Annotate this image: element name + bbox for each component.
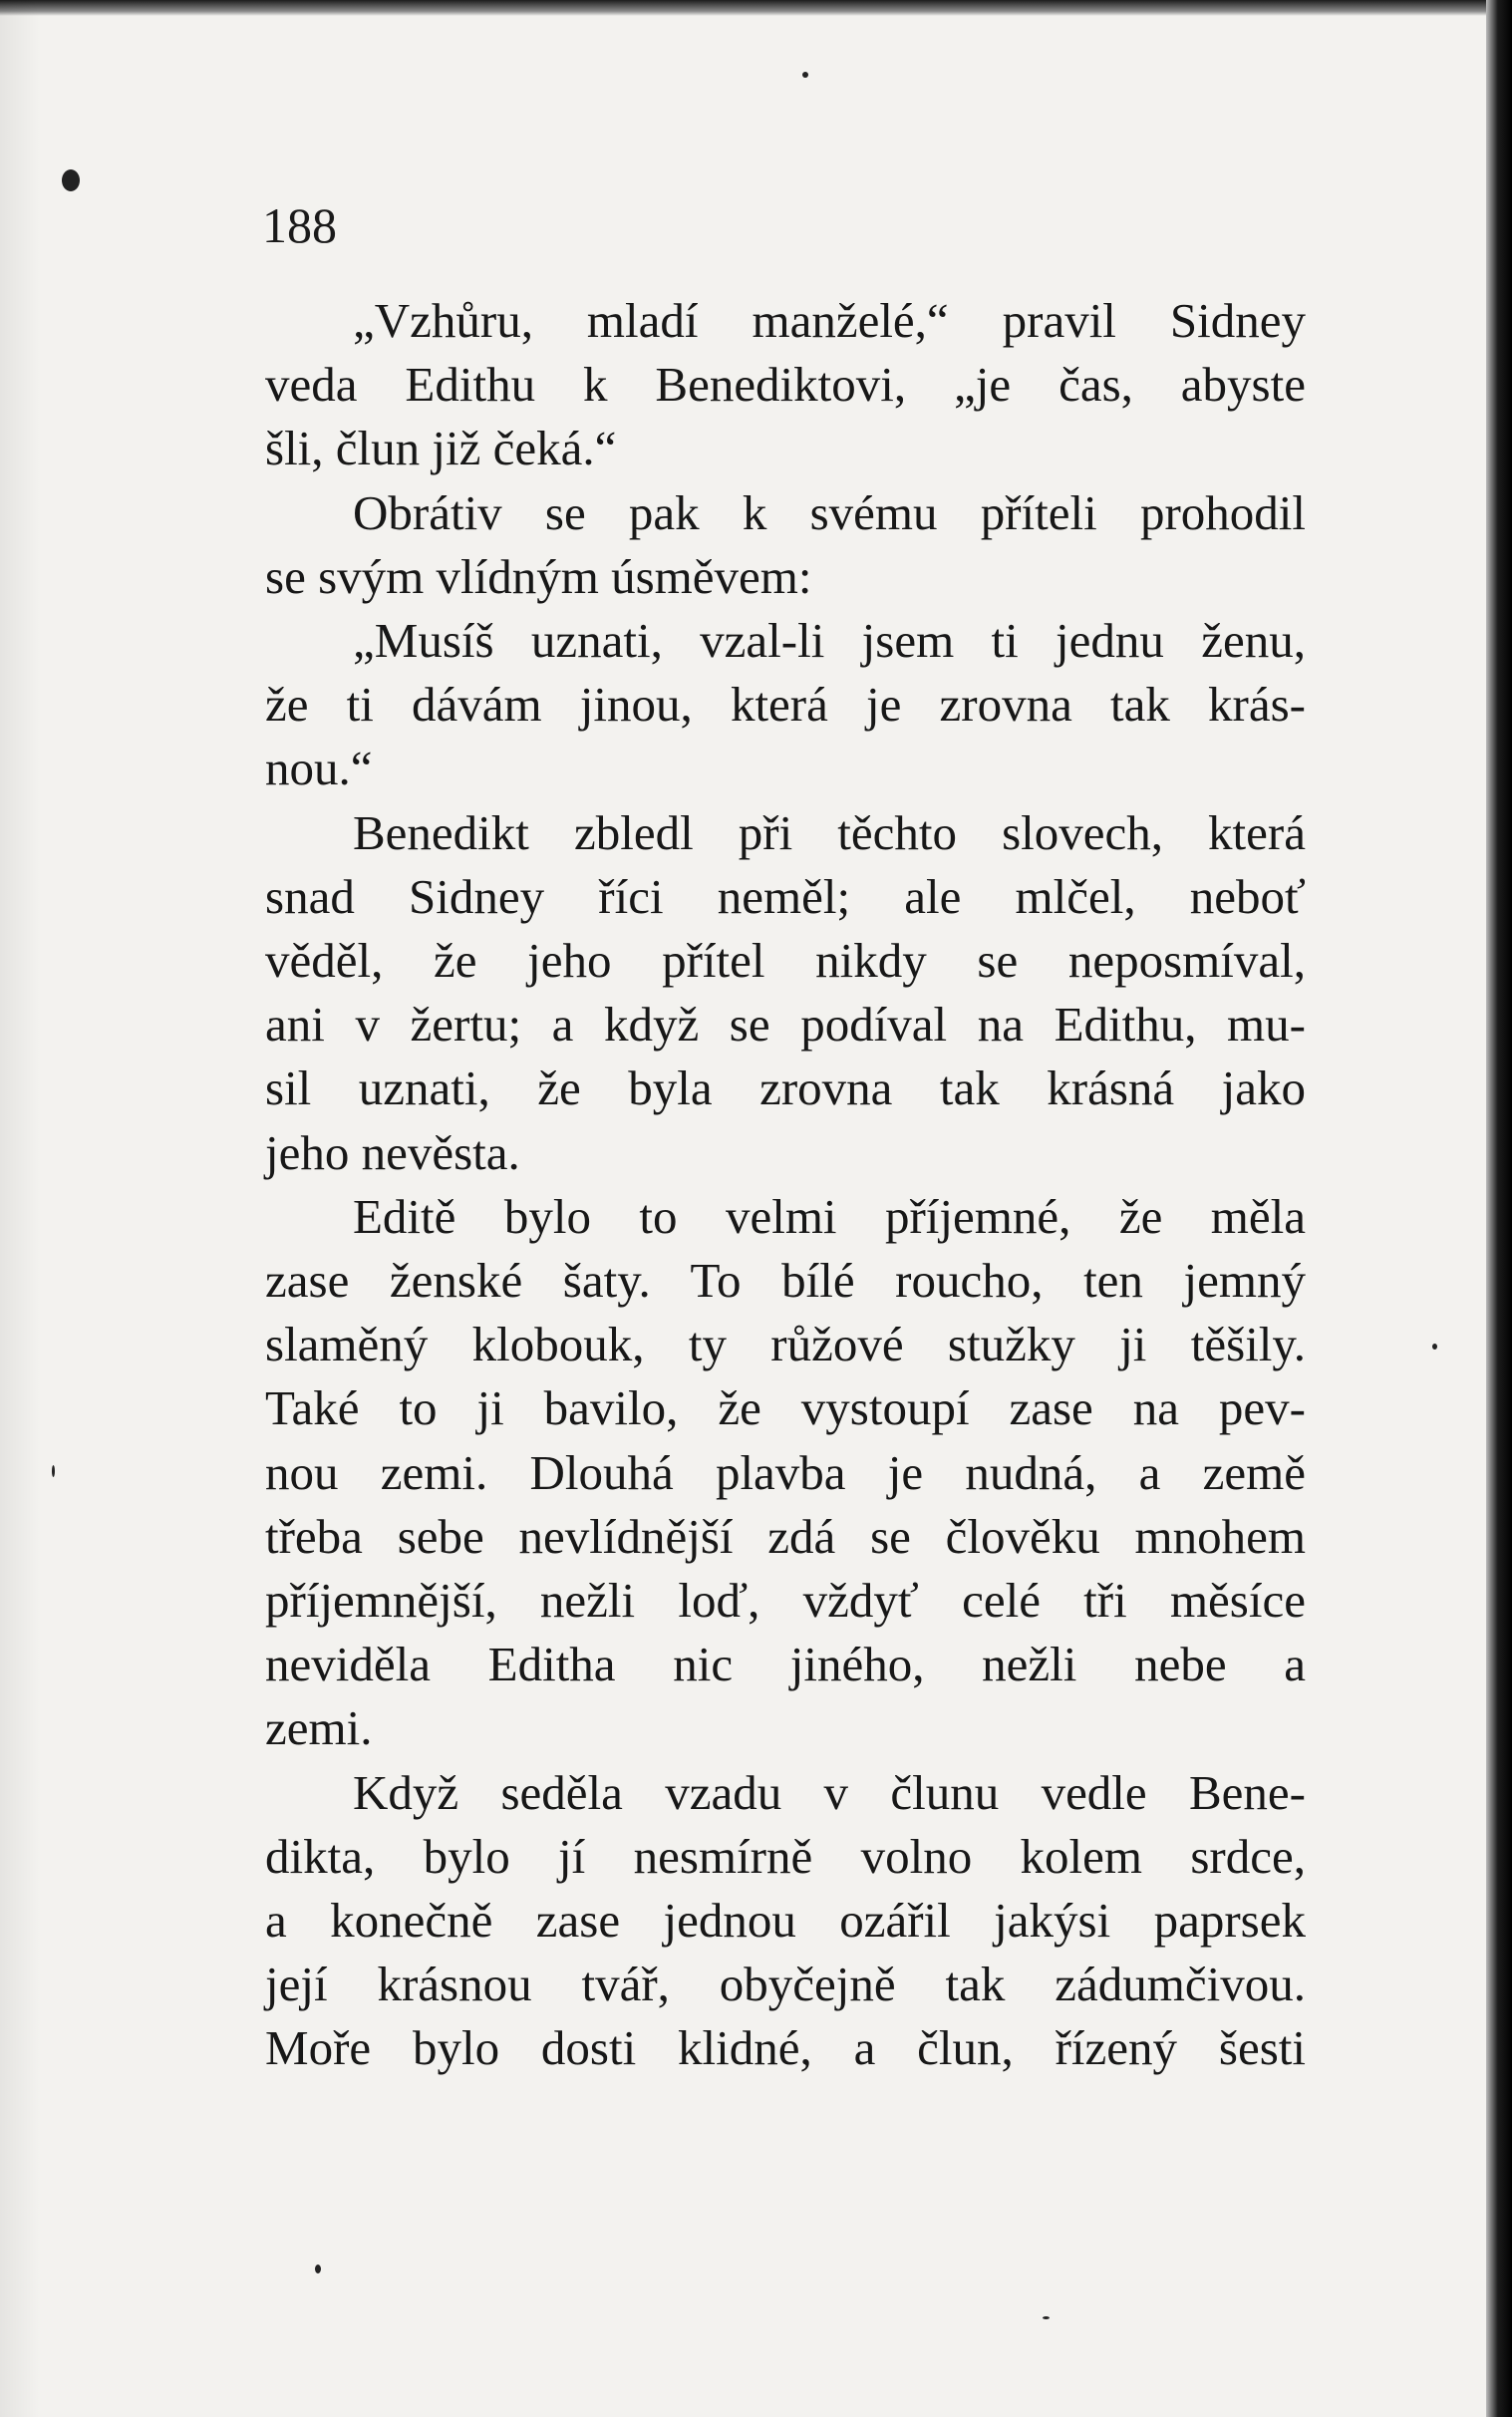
text-line: veda Edithu k Benediktovi, „je čas, abyste bbox=[265, 357, 1306, 413]
scan-left-shade bbox=[0, 0, 40, 2417]
paragraph bbox=[265, 1185, 1306, 1761]
scan-speck bbox=[62, 169, 80, 191]
text-line: šli, člun již čeká.“ bbox=[265, 421, 617, 476]
paragraph bbox=[265, 801, 1306, 1185]
scan-speck bbox=[802, 72, 808, 78]
text-line: věděl, že jeho přítel nikdy se neposmíval, bbox=[265, 933, 1306, 989]
text-line: zase ženské šaty. To bílé roucho, ten jemný bbox=[265, 1253, 1306, 1309]
paragraph bbox=[265, 609, 1306, 801]
text-line: Obrátiv se pak k svému příteli prohodil bbox=[353, 484, 1306, 540]
paragraph bbox=[265, 289, 1306, 481]
text-line: neviděla Editha nic jiného, nežli nebe a bbox=[265, 1637, 1306, 1692]
paragraph bbox=[265, 481, 1306, 609]
scan-speck bbox=[52, 1465, 55, 1477]
scan-speck bbox=[1043, 2316, 1050, 2319]
text-line: Editě bylo to velmi příjemné, že měla bbox=[353, 1188, 1306, 1244]
scan-speck bbox=[315, 2265, 321, 2273]
text-line: příjemnější, nežli loď, vždyť celé tři měsíce bbox=[265, 1573, 1306, 1629]
body-text bbox=[265, 289, 1306, 2081]
text-line: její krásnou tvář, obyčejně tak zádumčivou. bbox=[265, 1957, 1306, 2012]
text-line: Také to ji bavilo, že vystoupí zase na pev- bbox=[265, 1380, 1306, 1436]
text-line: sil uznati, že byla zrovna tak krásná jako bbox=[265, 1060, 1306, 1116]
text-line: jeho nevěsta. bbox=[265, 1124, 520, 1180]
scan-right-edge bbox=[1486, 0, 1512, 2417]
text-line: snad Sidney říci neměl; ale mlčel, neboť bbox=[265, 868, 1306, 924]
text-line: zemi. bbox=[265, 1700, 373, 1756]
text-line: „Vzhůru, mladí manželé,“ pravil Sidney bbox=[353, 293, 1306, 348]
text-line: nou zemi. Dlouhá plavba je nudná, a země bbox=[265, 1444, 1306, 1500]
text-line: nou.“ bbox=[265, 741, 373, 796]
scan-speck bbox=[1432, 1344, 1437, 1350]
text-line: třeba sebe nevlídnější zdá se člověku mnohem bbox=[265, 1508, 1306, 1564]
text-line: ani v žertu; a když se podíval na Edithu, mu- bbox=[265, 997, 1306, 1053]
text-line: se svým vlídným úsměvem: bbox=[265, 548, 812, 604]
text-line: Benedikt zbledl při těchto slovech, která bbox=[353, 804, 1306, 860]
text-line: že ti dávám jinou, která je zrovna tak krás- bbox=[265, 677, 1306, 733]
text-line: dikta, bylo jí nesmírně volno kolem srdce, bbox=[265, 1828, 1306, 1884]
text-line: a konečně zase jednou ozářil jakýsi paprsek bbox=[265, 1893, 1306, 1949]
text-line: Když seděla vzadu v člunu vedle Bene- bbox=[353, 1764, 1306, 1820]
text-line: Moře bylo dosti klidné, a člun, řízený šesti bbox=[265, 2020, 1306, 2076]
scan-top-edge bbox=[0, 0, 1512, 16]
page-number: 188 bbox=[262, 197, 337, 253]
text-line: slaměný klobouk, ty růžové stužky ji těšily. bbox=[265, 1317, 1306, 1372]
paragraph bbox=[265, 1761, 1306, 2081]
text-line: „Musíš uznati, vzal-li jsem ti jednu ženu, bbox=[353, 613, 1306, 669]
